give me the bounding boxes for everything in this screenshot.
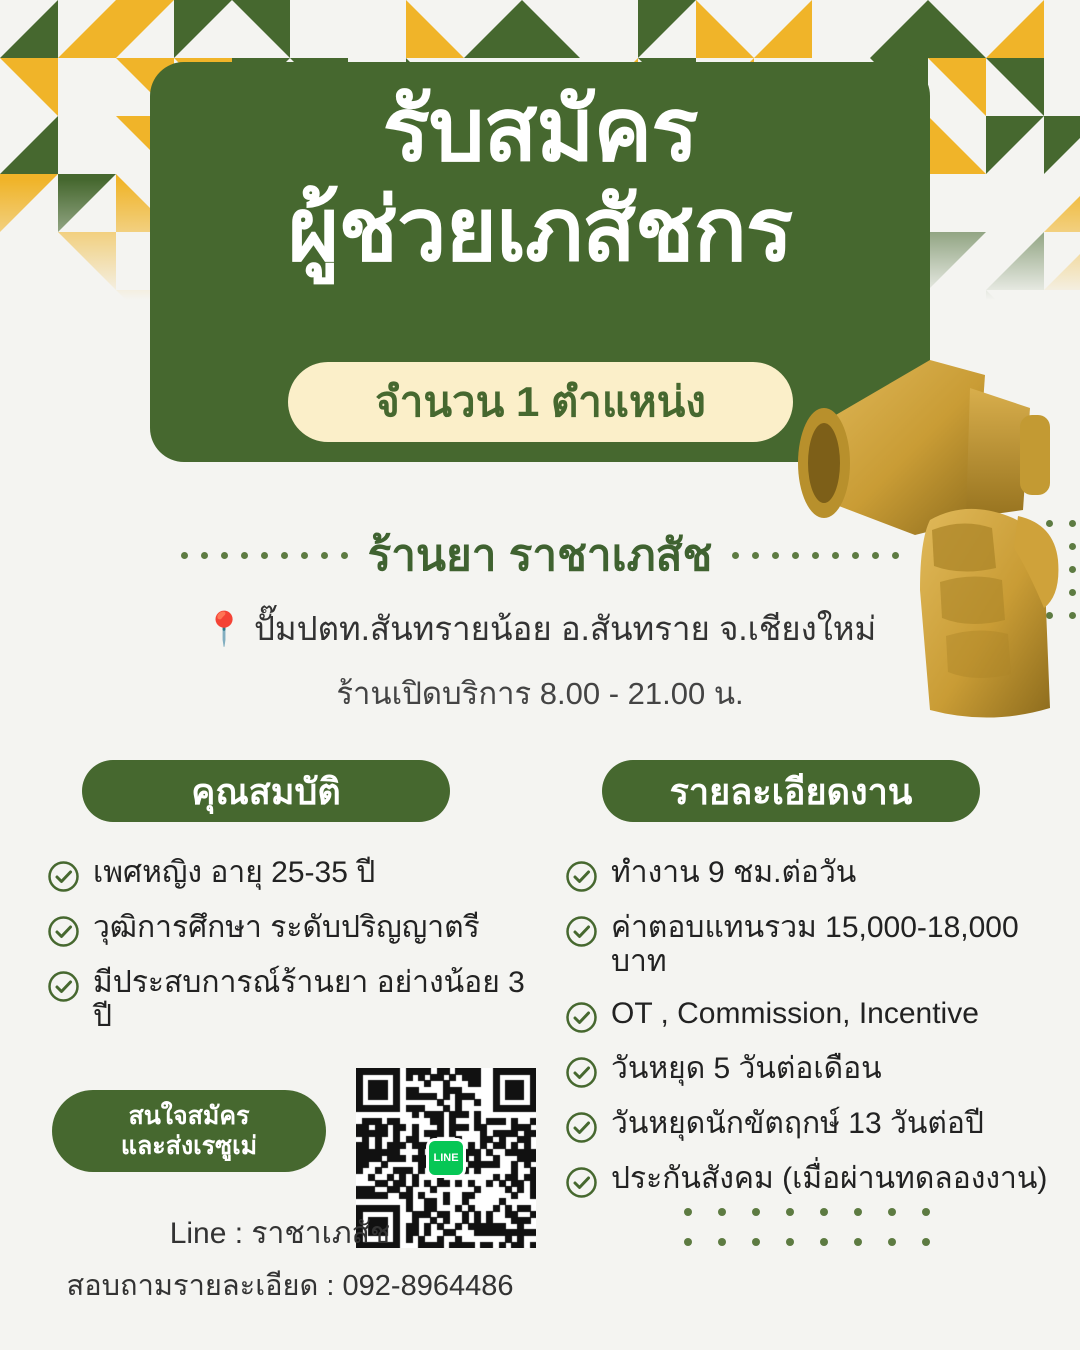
list-item (48, 856, 548, 892)
job-details-list (566, 856, 1076, 1217)
dot-row (684, 1208, 930, 1216)
dot (792, 552, 799, 559)
check-icon (48, 916, 79, 947)
page-title-line1: รับสมัคร (382, 80, 698, 179)
location-pin-icon: 📍 (203, 610, 245, 647)
positions-badge (288, 362, 793, 442)
dot (221, 552, 228, 559)
apply-button-line1: สนใจสมัคร (128, 1102, 250, 1130)
dot (732, 552, 739, 559)
check-icon (566, 1112, 597, 1143)
list-item-label: ทำงาน 9 ชม.ต่อวัน (611, 856, 857, 889)
dot (922, 1238, 930, 1246)
check-icon (566, 1167, 597, 1198)
dots-right (732, 552, 899, 559)
dot (201, 552, 208, 559)
dot (854, 1208, 862, 1216)
check-icon (566, 916, 597, 947)
apply-button[interactable] (52, 1090, 326, 1172)
dot (786, 1238, 794, 1246)
dot (888, 1238, 896, 1246)
page-title-line2: ผู้ช่วยเภสัชกร (287, 180, 793, 279)
dot (281, 552, 288, 559)
opening-hours: ร้านเปิดบริการ 8.00 - 21.00 น. (336, 676, 744, 711)
dot (922, 1208, 930, 1216)
dot-row (684, 1238, 930, 1246)
list-item-label: ประกันสังคม (เมื่อผ่านทดลองงาน) (611, 1162, 1048, 1196)
dot (752, 552, 759, 559)
dot (812, 552, 819, 559)
list-item-label: ค่าตอบแทนรวม 15,000-18,000 บาท (611, 911, 1019, 978)
list-item-label: เพศหญิง อายุ 25-35 ปี (93, 856, 376, 889)
dot (684, 1208, 692, 1216)
dot (261, 552, 268, 559)
check-icon (566, 1002, 597, 1033)
dot (820, 1208, 828, 1216)
apply-button-line2: และส่งเรซูเม่ (120, 1132, 258, 1160)
check-icon (566, 861, 597, 892)
dot (820, 1238, 828, 1246)
list-item-label: OT , Commission, Incentive (611, 997, 979, 1031)
list-item (566, 1107, 1076, 1143)
job-details-heading-label: รายละเอียดงาน (669, 770, 913, 812)
dot (752, 1238, 760, 1246)
list-item-label: วันหยุดนักขัตฤกษ์ 13 วันต่อปี (611, 1107, 984, 1141)
list-item (48, 911, 548, 947)
dot (888, 1208, 896, 1216)
dot (341, 552, 348, 559)
dot (872, 552, 879, 559)
dot (832, 552, 839, 559)
list-item (566, 1052, 1076, 1088)
positions-badge-label: จำนวน 1 ตำแหน่ง (375, 378, 706, 425)
list-item (566, 997, 1076, 1033)
list-item (566, 856, 1076, 892)
dot (684, 1238, 692, 1246)
qualifications-list (48, 856, 548, 1052)
list-item (48, 966, 548, 1033)
check-icon (48, 861, 79, 892)
qualifications-heading (82, 760, 450, 822)
line-id-text: Line : ราชาเภสัช (169, 1217, 391, 1250)
list-item (566, 911, 1076, 978)
qualifications-heading-label: คุณสมบัติ (191, 770, 341, 812)
shop-name: ร้านยา ราชาเภสัช (367, 531, 713, 580)
dot (718, 1208, 726, 1216)
list-item (566, 1162, 1076, 1198)
dot (772, 552, 779, 559)
dot (752, 1208, 760, 1216)
dots-left (181, 552, 348, 559)
dot (854, 1238, 862, 1246)
job-details-heading (602, 760, 980, 822)
check-icon (566, 1057, 597, 1088)
dot (892, 552, 899, 559)
contact-phone-text: สอบถามรายละเอียด : 092-8964486 (66, 1270, 514, 1302)
line-logo-icon (426, 1138, 466, 1178)
dot (718, 1238, 726, 1246)
shop-name-row (0, 520, 1080, 590)
address-text: ปั๊มปตท.สันทรายน้อย อ.สันทราย จ.เชียงใหม่ (253, 610, 877, 647)
dot (786, 1208, 794, 1216)
dot (181, 552, 188, 559)
list-item-label: วันหยุด 5 วันต่อเดือน (611, 1052, 882, 1086)
dot (301, 552, 308, 559)
list-item-label: มีประสบการณ์ร้านยา อย่างน้อย 3 ปี (93, 966, 525, 1033)
bottom-dots-decoration (684, 1208, 930, 1268)
line-logo-label: LINE (433, 1152, 459, 1164)
dot (321, 552, 328, 559)
list-item-label: วุฒิการศึกษา ระดับปริญญาตรี (93, 911, 480, 944)
dot (241, 552, 248, 559)
dot (852, 552, 859, 559)
check-icon (48, 971, 79, 1002)
address-row (0, 602, 1080, 655)
